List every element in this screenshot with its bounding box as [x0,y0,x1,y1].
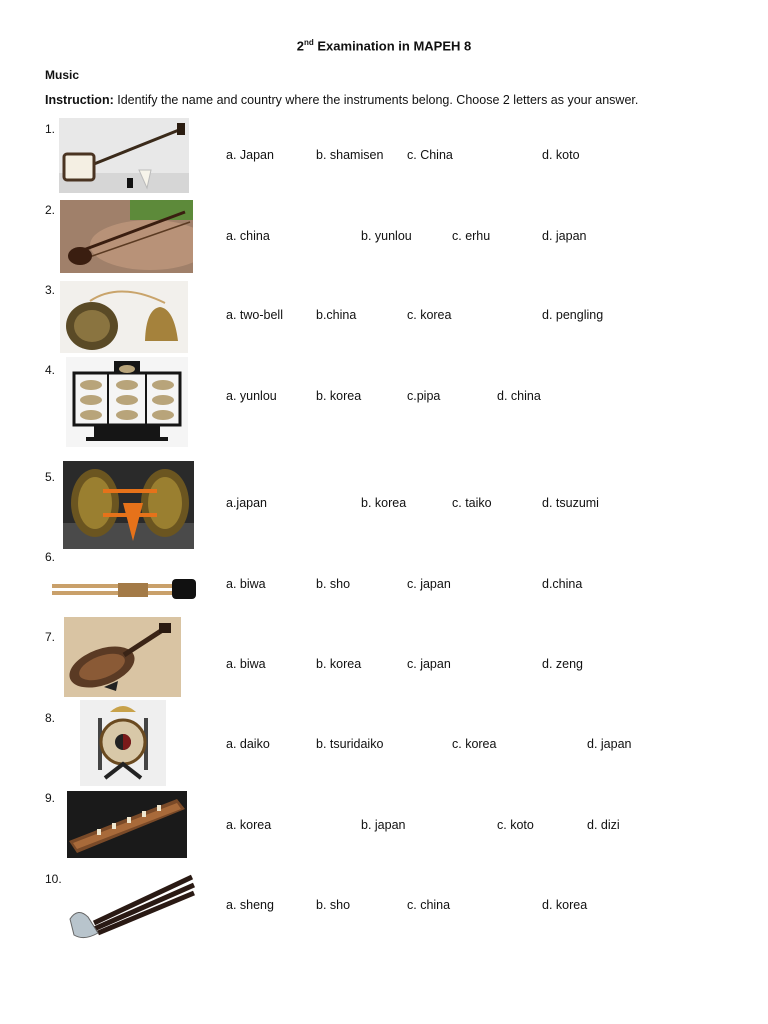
option-b[interactable]: b. yunlou [361,229,412,243]
option-c[interactable]: c. taiko [452,496,492,510]
option-d[interactable]: d. china [497,389,541,403]
option-b[interactable]: b. korea [361,496,407,510]
question-number: 2. [45,203,56,217]
option-a[interactable]: a. yunlou [226,389,277,403]
question-number: 8. [45,711,56,725]
option-a[interactable]: a. biwa [226,577,266,591]
option-a[interactable]: a. korea [226,818,272,832]
question-number: 5. [45,470,56,484]
option-d[interactable]: d. pengling [542,308,604,322]
option-d[interactable]: d. tsuzumi [542,496,599,510]
option-b[interactable]: b. japan [361,818,406,832]
option-a[interactable]: a. biwa [226,657,266,671]
koto-image [67,791,187,858]
option-d[interactable]: d. korea [542,898,588,912]
option-d[interactable]: d. zeng [542,657,584,671]
option-d[interactable]: d. japan [587,737,632,751]
option-a[interactable]: a. sheng [226,898,274,912]
question-number: 3. [45,283,56,297]
option-b[interactable]: b. tsuridaiko [316,737,384,751]
option-d[interactable]: d. koto [542,148,580,162]
option-a[interactable]: a. china [226,229,270,243]
option-c[interactable]: c. china [407,898,451,912]
option-b[interactable]: b. korea [316,657,362,671]
option-c[interactable]: c. japan [407,657,451,671]
sheng-image [64,867,200,945]
option-c[interactable]: c.pipa [407,389,441,403]
question-number: 9. [45,791,56,805]
option-a[interactable]: a. daiko [226,737,270,751]
option-d[interactable]: d. dizi [587,818,620,832]
option-a[interactable]: a.japan [226,496,268,510]
option-d[interactable]: d.china [542,577,583,591]
option-b[interactable]: b. shamisen [316,148,384,162]
question-number: 1. [45,122,56,136]
bells-image [60,281,188,353]
option-b[interactable]: b. sho [316,898,351,912]
option-b[interactable]: b.china [316,308,357,322]
option-c[interactable]: c. japan [407,577,451,591]
option-c[interactable]: c. koto [497,818,534,832]
section-heading: Music [45,68,80,82]
option-c[interactable]: c. korea [452,737,497,751]
flute-image [48,575,198,605]
option-d[interactable]: d. japan [542,229,587,243]
question-number: 7. [45,630,56,644]
option-c[interactable]: c. erhu [452,229,491,243]
question-number: 10. [45,872,62,886]
option-a[interactable]: a. two-bell [226,308,283,322]
question-number: 6. [45,550,56,564]
option-b[interactable]: b. korea [316,389,362,403]
gong-rack-image [66,357,188,447]
option-c[interactable]: c. korea [407,308,452,322]
option-a[interactable]: a. Japan [226,148,274,162]
erhu-image [60,200,193,273]
question-number: 4. [45,363,56,377]
tsuzumi-image [63,461,194,549]
exam-title: 2nd Examination in MAPEH 8 [296,38,472,54]
shamisen-image [59,118,189,193]
option-c[interactable]: c. China [407,148,453,162]
tsuridaiko-image [80,700,166,786]
option-b[interactable]: b. sho [316,577,351,591]
biwa-image [64,617,181,697]
instruction: Instruction: Identify the name and country where the instruments belong. Choose 2 letters as your answer. [45,93,639,107]
